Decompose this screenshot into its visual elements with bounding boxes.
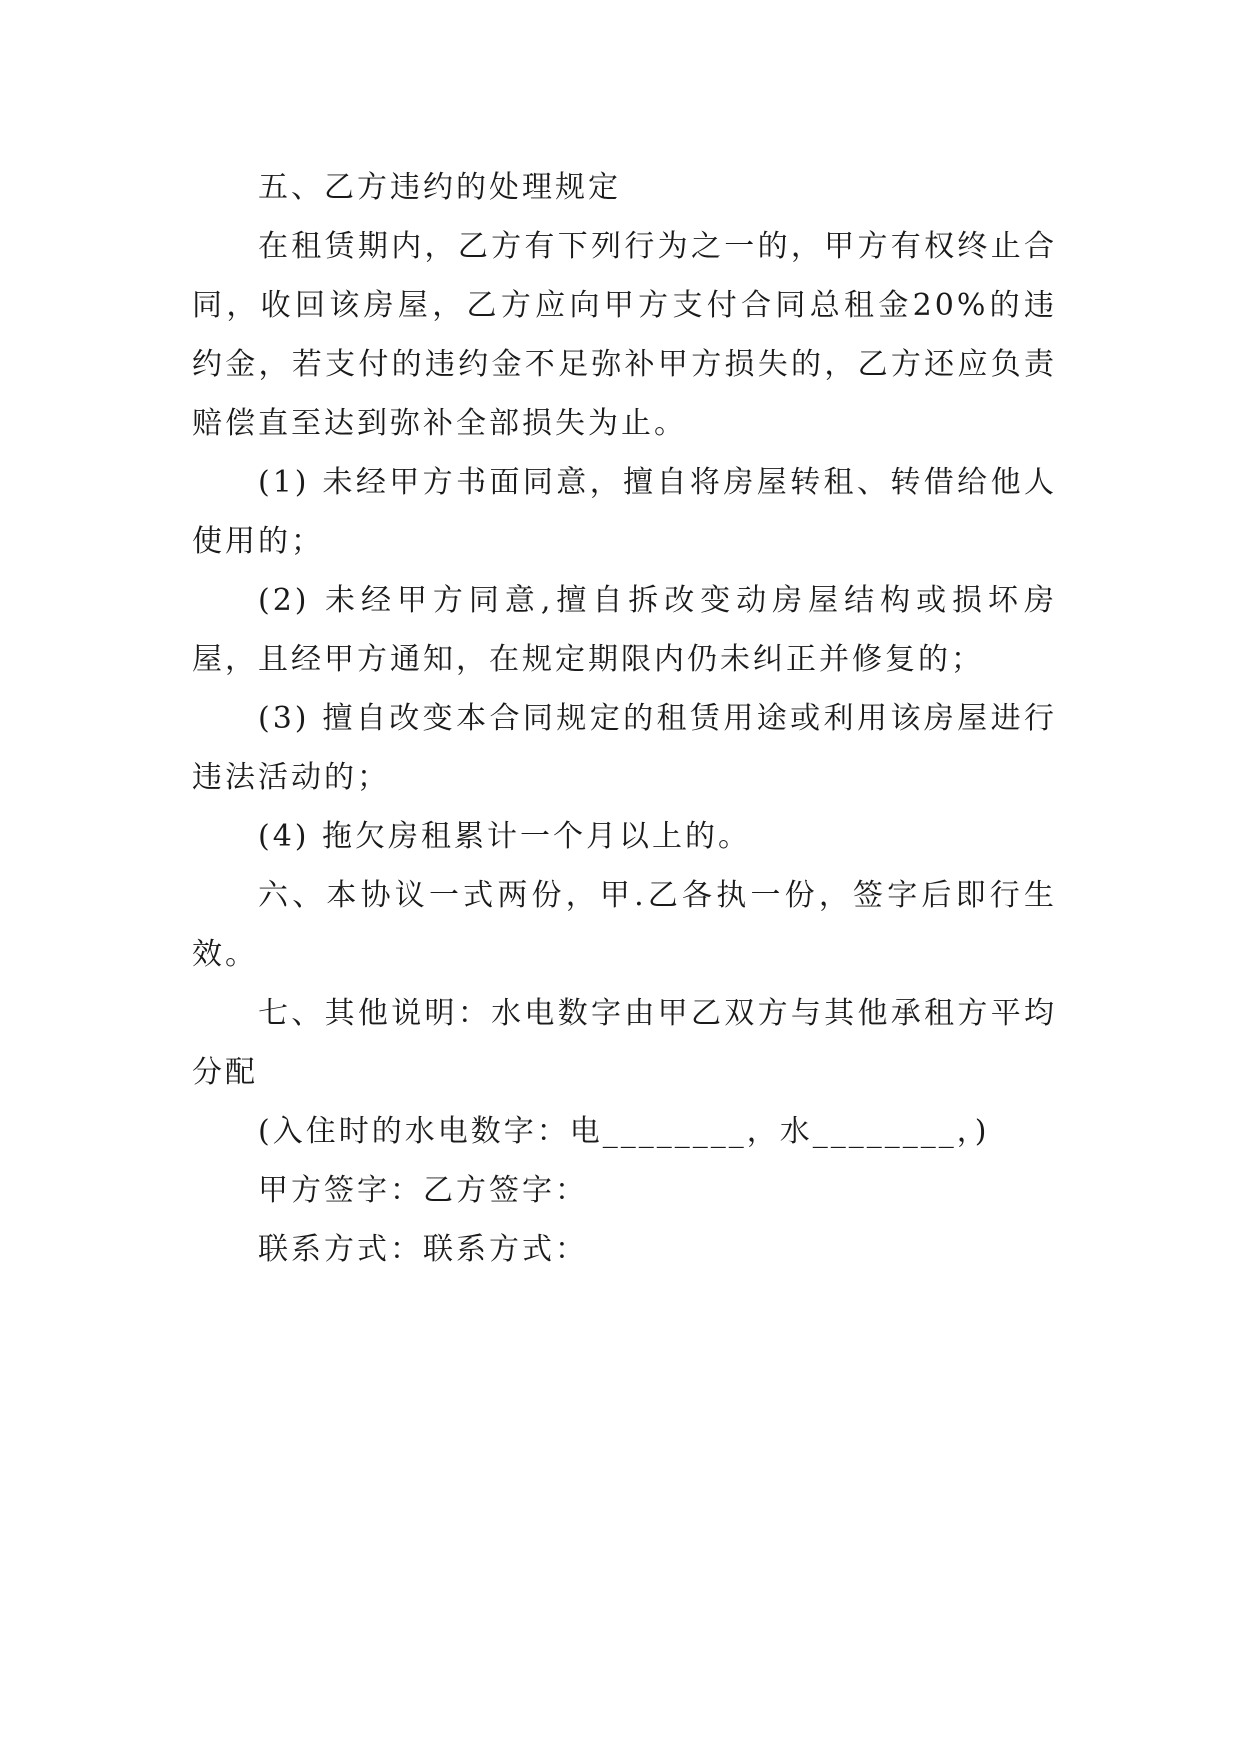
section-other-notes: 七、其他说明：水电数字由甲乙双方与其他承租方平均分配 [192,996,1057,1090]
breach-intro-paragraph: 在租赁期内，乙方有下列行为之一的，甲方有权终止合同，收回该房屋，乙方应向甲方支付合同总租金20%的违约金，若支付的违约金不足弥补甲方损失的，乙方还应负责赔偿直至达到弥补全部损失为止。 [192,229,1057,441]
document-body [192,158,1057,1279]
signature-line: 甲方签字：乙方签字： [258,1173,588,1208]
breach-item-2: (2) 未经甲方同意,擅自拆改变动房屋结构或损坏房屋，且经甲方通知，在规定期限内仍未纠正并修复的； [192,583,1057,677]
meter-readings-line: (入住时的水电数字：电________，水________，) [258,1114,990,1149]
breach-item-3: (3) 擅自改变本合同规定的租赁用途或利用该房屋进行违法活动的； [192,701,1057,795]
section-copies-paragraph: 六、本协议一式两份，甲.乙各执一份，签字后即行生效。 [192,878,1057,972]
section-heading-breach: 五、乙方违约的处理规定 [258,170,621,205]
contact-line: 联系方式：联系方式： [258,1232,588,1267]
breach-item-1: (1) 未经甲方书面同意，擅自将房屋转租、转借给他人使用的； [192,465,1057,559]
breach-item-4: (4) 拖欠房租累计一个月以上的。 [258,819,752,854]
